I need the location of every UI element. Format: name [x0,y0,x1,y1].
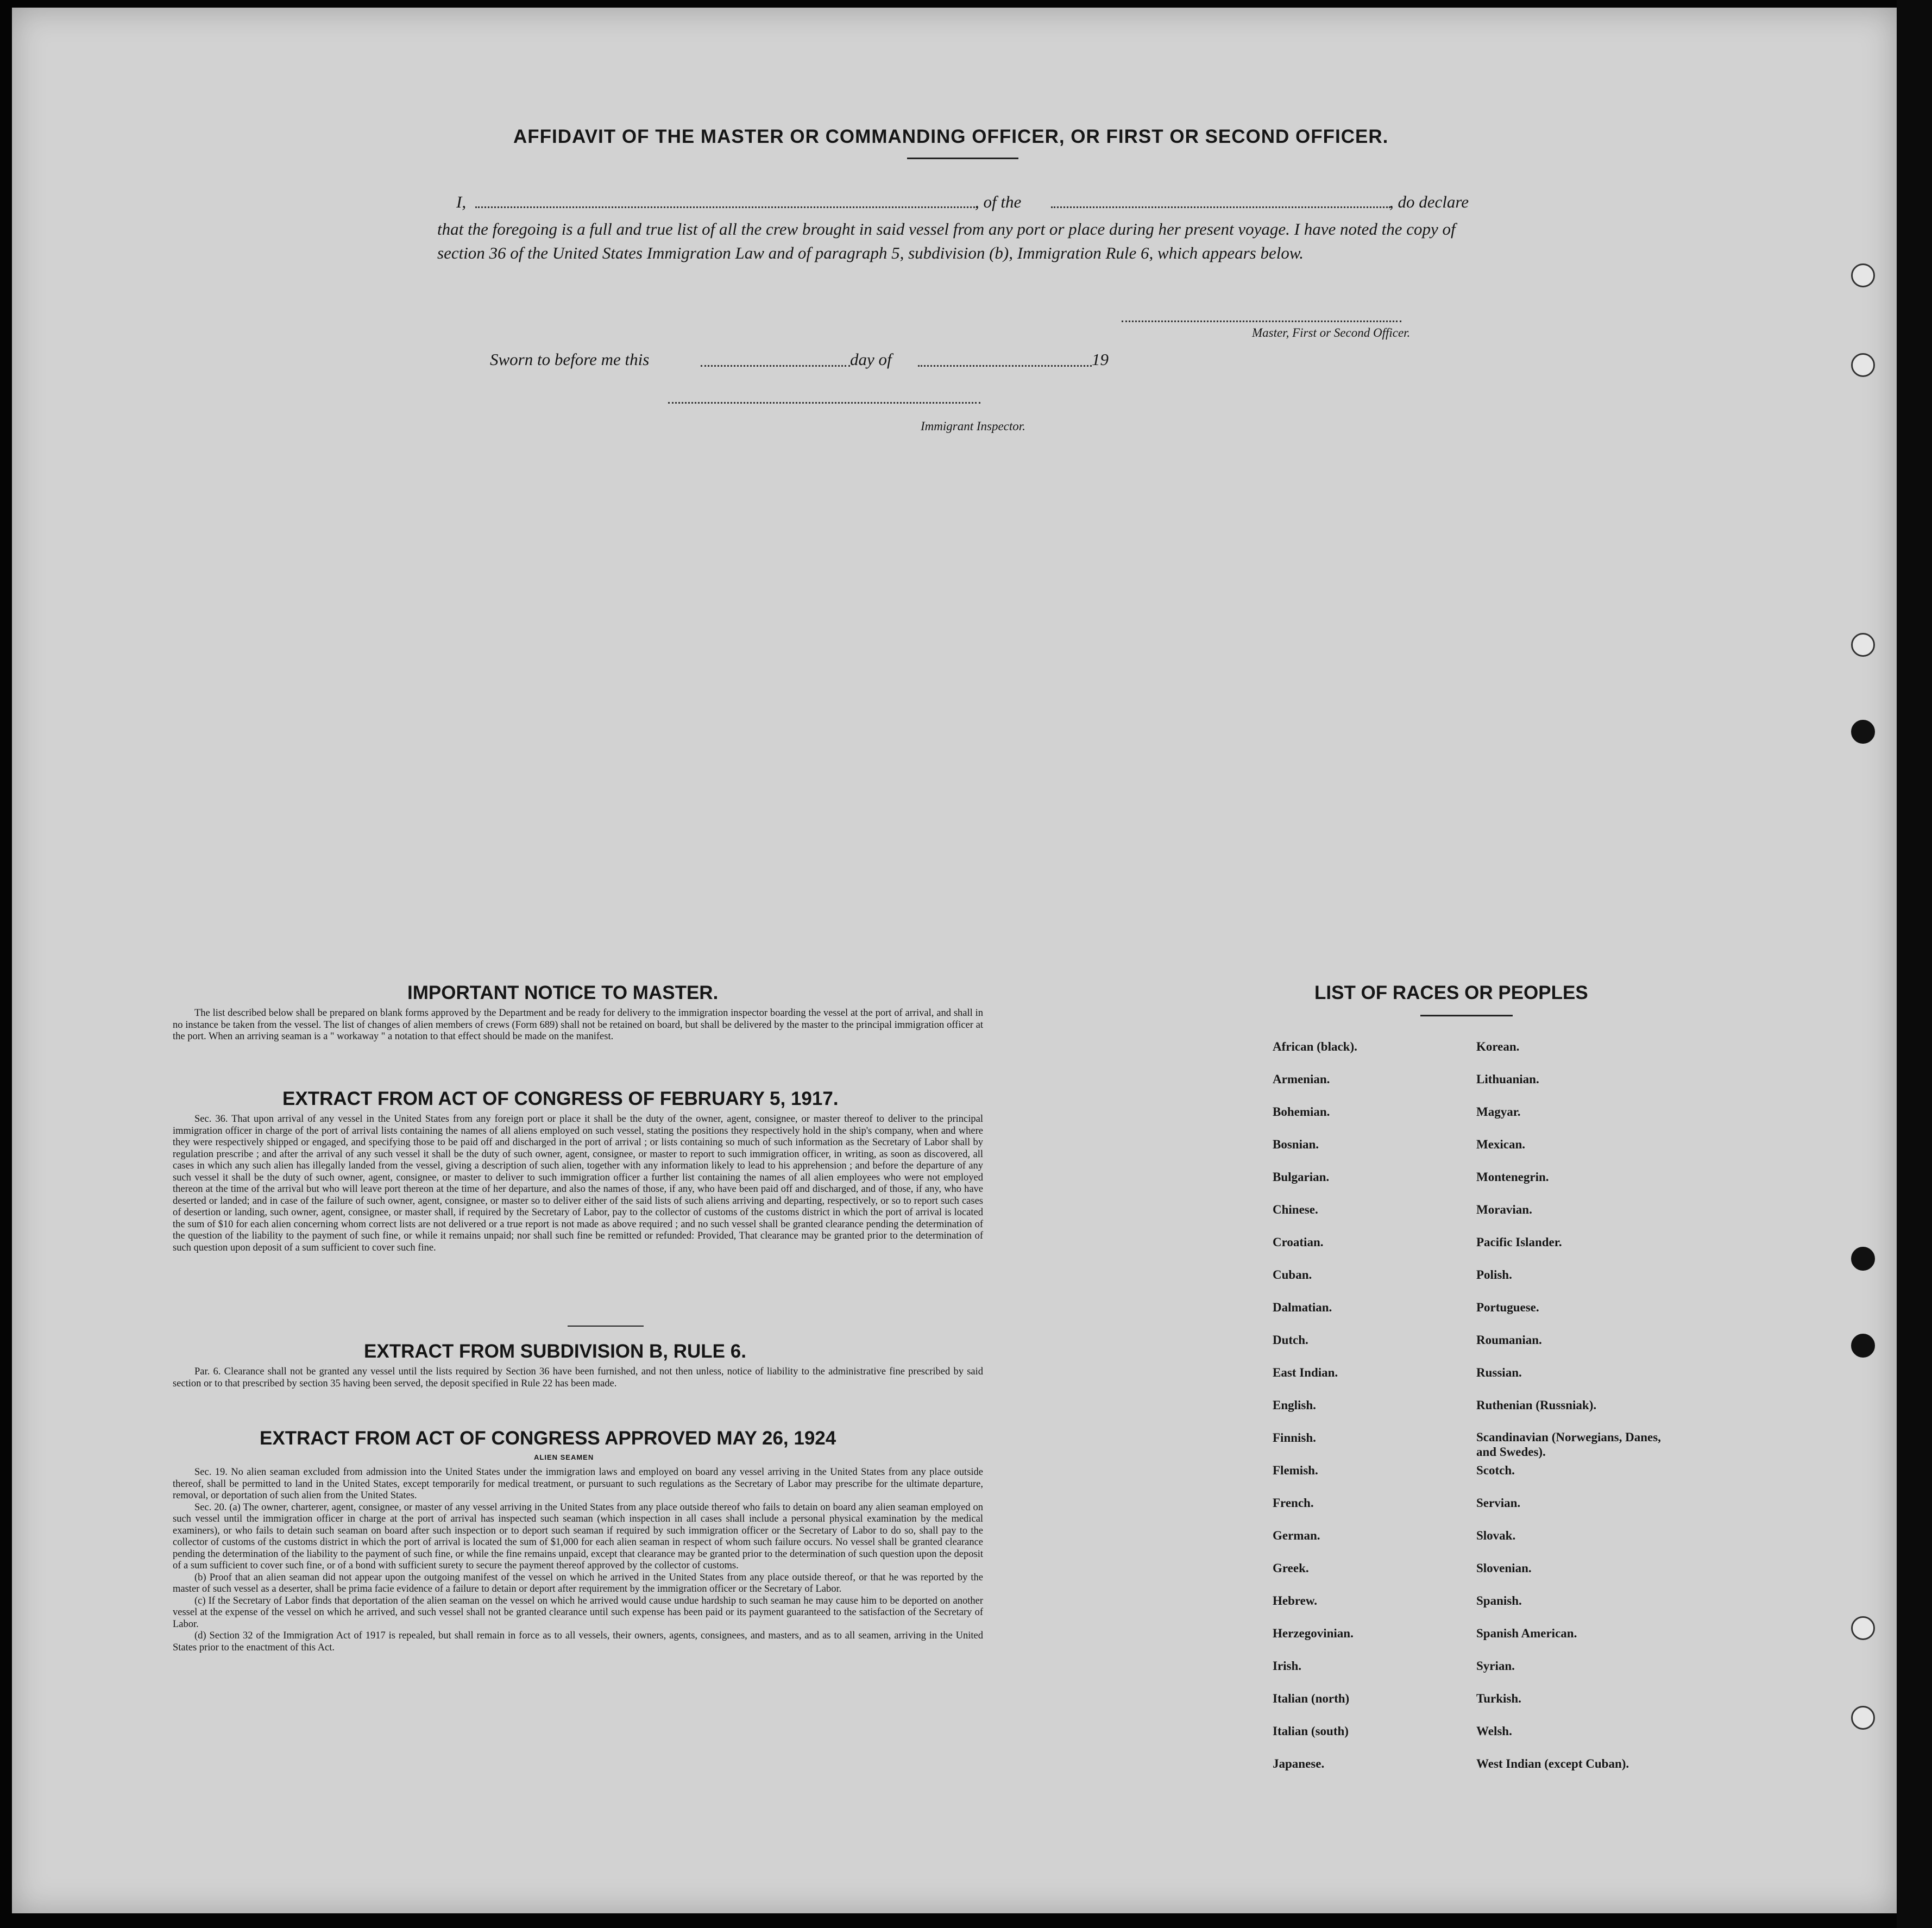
race-list-item: Russian. [1476,1366,1522,1379]
race-list-item: Bohemian. [1273,1105,1330,1119]
extract-1924-sec20c: (c) If the Secretary of Labor finds that deportation of the alien seaman on the vessel on which he arrived would cause undue hardship to such seaman he may cause him to be deported on another vessel at the expense of the vessel on which he arrived, and such vessel shall not be granted clearance until such expense has been paid or its payment guaranteed to the satisfaction of the Secretary of Labor. [173,1595,983,1630]
race-list-item: Ruthenian (Russniak). [1476,1398,1597,1412]
race-list-item: Welsh. [1476,1724,1512,1738]
race-list-item: Montenegrin. [1476,1170,1549,1184]
extract-1924-body [173,1467,983,1654]
punch-hole [1851,720,1875,744]
scan-edge [1897,0,1932,1928]
inspector-caption: Immigrant Inspector. [921,419,1025,433]
race-list-item: Greek. [1273,1561,1309,1575]
race-list-item: Servian. [1476,1496,1521,1510]
extract-1924-subheading: ALIEN SEAMEN [534,1453,594,1461]
race-list-item: Finnish. [1273,1431,1316,1445]
notice-heading: IMPORTANT NOTICE TO MASTER. [407,982,719,1003]
race-list-item: Croatian. [1273,1235,1324,1249]
race-list-item: Pacific Islander. [1476,1235,1562,1249]
race-list-item: Irish. [1273,1659,1302,1673]
race-list-item: Dutch. [1273,1333,1308,1347]
race-list-item: Spanish. [1476,1594,1522,1607]
affidavit-body: that the foregoing is a full and true list of all the crew brought in said vessel from any port or place during her present voyage. I have noted the copy of section 36 of the United States Immigration Law and of paragraph 5, subdivision (b), Immigration Rule 6, which appears below. [437,219,1456,262]
affidavit-declare-label: , do declare [1389,192,1469,211]
race-list-item: African (black). [1273,1040,1357,1053]
races-column-1 [1273,1039,1468,1788]
affidavit-heading: AFFIDAVIT OF THE MASTER OR COMMANDING OFFICER, OR FIRST OR SECOND OFFICER. [513,126,1389,147]
section-rule [568,1326,644,1327]
race-list-item: Scandinavian (Norwegians, Danes, and Swedes). [1476,1430,1661,1459]
extract-1924-heading: EXTRACT FROM ACT OF CONGRESS APPROVED MAY 26, 1924 [260,1428,836,1449]
race-list-item: German. [1273,1529,1320,1542]
extract-1924-sec20b: (b) Proof that an alien seaman did not appear upon the outgoing manifest of the vessel on which he arrived in the United States from any place outside thereof, or that he was reported by the master of such vessel as a deserter, shall be prima facie evidence of a failure to detain or deport after requirement by the immigration officer or the Secretary of Labor. [173,1572,983,1594]
races-heading: LIST OF RACES OR PEOPLES [1314,982,1588,1003]
race-list-item: Bulgarian. [1273,1170,1330,1184]
race-list-item: Roumanian. [1476,1333,1542,1347]
affidavit-i-label: I, [456,192,467,211]
inspector-signature-field[interactable] [668,402,980,404]
extract-rule6-heading: EXTRACT FROM SUBDIVISION B, RULE 6. [364,1341,746,1362]
heading-rule [907,158,1018,159]
race-list-item: Herzegovinian. [1273,1626,1354,1640]
master-name-field[interactable] [475,206,978,208]
race-list-item: West Indian (except Cuban). [1476,1757,1629,1770]
extract-1924-sec19: Sec. 19. No alien seaman excluded from admission into the United States under the immigration laws and employed on board any vessel arriving in the United States from any place outside thereof, shall be permitted to land in the United States, except temporarily for medical treatment, or pursuant to such regulations as the Secretary of Labor may prescribe for the ultimate departure, removal, or deportation of such alien from the United States. [173,1467,983,1501]
race-list-item: Italian (south) [1273,1724,1349,1738]
race-list-item: Hebrew. [1273,1594,1317,1607]
sworn-prefix: Sworn to before me this [490,350,650,369]
race-list-item: Spanish American. [1476,1626,1577,1640]
race-list-item: Japanese. [1273,1757,1325,1770]
race-list-item: Chinese. [1273,1203,1318,1216]
extract-1917-body: Sec. 36. That upon arrival of any vessel in the United States from any foreign port or place it shall be the duty of the owner, agent, consignee, or master thereof to deliver to the principal immigration officer in charge of the port of arrival lists containing the names of all aliens employed on such vessel, stating the positions they respectively hold in the ship's company, when and where they were respectively shipped or engaged, and specifying those to be paid off and discharged in the port of arrival ; or lists containing so much of such information as the Secretary of Labor shall by regulation prescribe ; and after the arrival of any such vessel it shall be the duty of such owner, agent, consignee, or master to report to such immigration officer, in writing, as soon as discovered, all cases in which any such alien has illegally landed from the vessel, giving a description of such alien, together with any information likely to lead to his apprehension ; and before the departure of any such vessel it shall be the duty of such owner, agent, consignee, or master to deliver to such immigration officer a further list containing the names of all alien employees who were not employed thereon at the time of the arrival but who will leave port thereon at the time of her departure, and also the names of those, if any, who have been paid off and discharged, and of those, if any, who have deserted or landed; and in case of the failure of such owner, agent, consignee, or master so to deliver either of the said lists of such aliens arriving and departing, respectively, or so to report such cases of desertion or landing, such owner, agent, consignee, or master shall, if required by the Secretary of Labor, pay to the collector of customs of the customs district in which the port of arrival is located the sum of $10 for each alien concerning whom correct lists are not delivered or a true report is not made as above required ; and no such vessel shall be granted clearance pending the determination of the question of the liability to the payment of such fine, or while it remains unpaid; nor shall such fine be remitted or refunded: Provided, That clearance may be granted prior to the determination of such question upon deposit of a sum sufficient to cover such fine. [173,1114,983,1253]
punch-hole [1851,1334,1875,1358]
race-list-item: Syrian. [1476,1659,1515,1673]
vessel-name-field[interactable] [1051,206,1390,208]
race-list-item: Moravian. [1476,1203,1532,1216]
race-list-item: Portuguese. [1476,1301,1539,1314]
punch-hole [1851,1706,1875,1730]
race-list-item: Slovak. [1476,1529,1516,1542]
race-list-item: Scotch. [1476,1464,1515,1477]
race-list-item: Bosnian. [1273,1138,1319,1151]
sworn-month-field[interactable] [918,365,1092,367]
race-list-item: Lithuanian. [1476,1072,1539,1086]
punch-hole [1851,633,1875,657]
race-list-item: Turkish. [1476,1692,1521,1705]
races-heading-rule [1420,1015,1513,1016]
master-caption: Master, First or Second Officer. [1252,326,1411,340]
race-list-item: Italian (north) [1273,1692,1350,1705]
punch-hole [1851,1616,1875,1640]
race-list-item: Slovenian. [1476,1561,1532,1575]
race-list-item: East Indian. [1273,1366,1338,1379]
sworn-year-label: 19 [1092,350,1109,369]
race-list-item: Magyar. [1476,1105,1521,1119]
race-list-item: Flemish. [1273,1464,1318,1477]
race-list-item: Polish. [1476,1268,1512,1282]
punch-hole [1851,263,1875,287]
race-list-item: English. [1273,1398,1316,1412]
race-list-item: Armenian. [1273,1072,1330,1086]
extract-1924-sec20a: Sec. 20. (a) The owner, charterer, agent, consignee, or master of any vessel arriving in the United States from any place outside thereof who fails to detain on board any alien seaman employed on such vessel until the immigration officer in charge at the port of arrival has inspected such seaman (which inspection in all cases shall include a personal physical examination by the medical examiners), or who fails to detain such seaman on board after such inspection or to deport such seaman if required by such immigration officer or the Secretary of Labor to do so, shall pay to the collector of customs of the customs district in which the port of arrival is located the sum of $1,000 for each alien seaman in respect of whom such failure occurs. No vessel shall be granted clearance pending the determination of the liability to the payment of such fine, or while the fine remains unpaid, except that clearance may be granted prior to the determination of such question upon the deposit of a sum sufficient to cover such fine, or of a bond with sufficient surety to secure the payment thereof approved by the collector of customs. [173,1502,983,1571]
race-list-item: Mexican. [1476,1138,1526,1151]
races-column-2 [1476,1039,1683,1788]
notice-body: The list described below shall be prepared on blank forms approved by the Department and be ready for delivery to the immigration inspector boarding the vessel at the port of arrival, and shall in no instance be taken from the vessel. The list of changes of alien members of crews (Form 689) shall not be retained on board, but shall be delivered by the master to the principal immigration officer at the port. When an arriving seaman is a " workaway " a notation to that effect should be made on the manifest. [173,1008,983,1042]
race-list-item: Cuban. [1273,1268,1312,1282]
punch-hole [1851,353,1875,377]
punch-hole [1851,1247,1875,1271]
race-list-item: French. [1273,1496,1314,1510]
sworn-day-field[interactable] [701,365,850,367]
extract-1924-sec20d: (d) Section 32 of the Immigration Act of 1917 is repealed, but shall remain in force as to all vessels, their owners, agents, consignees, and masters, and as to all seamen, arriving in the United States prior to the enactment of this Act. [173,1630,983,1653]
race-list-item: Korean. [1476,1040,1520,1053]
extract-1917-heading: EXTRACT FROM ACT OF CONGRESS OF FEBRUARY 5, 1917. [282,1088,839,1109]
master-signature-field[interactable] [1122,321,1401,322]
extract-rule6-body: Par. 6. Clearance shall not be granted any vessel until the lists required by Section 36 have been furnished, and not then unless, notice of liability to the administrative fine prescribed by said section or to that prescribed by section 35 having been served, the deposit specified in Rule 22 has been made. [173,1366,983,1389]
race-list-item: Dalmatian. [1273,1301,1332,1314]
affidavit-of-the-label: , of the [975,192,1022,211]
sworn-day-of-label: day of [850,350,892,369]
